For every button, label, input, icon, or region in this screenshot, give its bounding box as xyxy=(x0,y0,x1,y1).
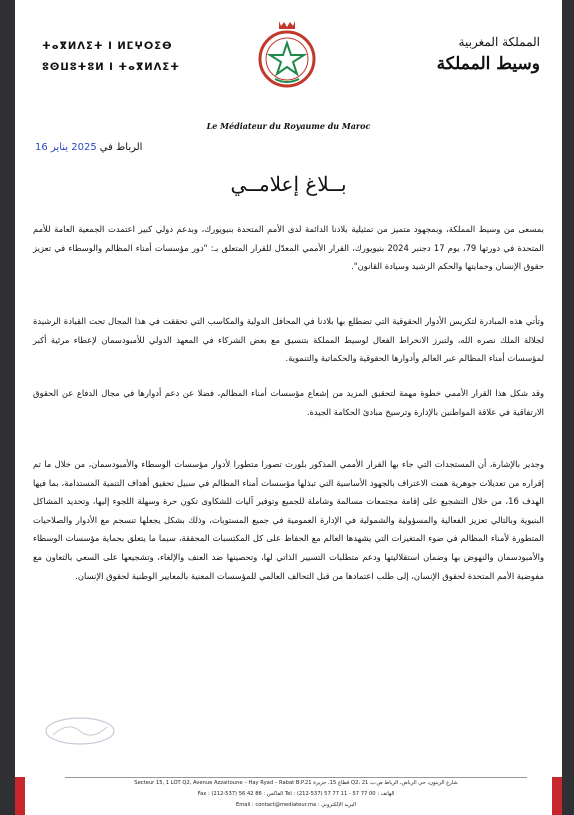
paragraph-2: وتأتي هذه المبادرة لتكريس الأدوار الحقوقية التي تضطلع بها بلادنا في المحافل الدولية والمكاسب التي تحققت في هذا المجال تحت القيادة الرشيدة لجلالة الملك نصره الله، ولتبرز الانخراط الفعال لوسيط المملكة بتنسيق مع بعض الشركاء في المعهد الدولي للأمبودسمان لإعطاء مرئية أكبر لمؤسسات أمناء المظالم عبر العالم وأدوارها الحقوقية والحكماتية والتنموية. xyxy=(33,316,544,364)
signature-seal-icon xyxy=(43,715,117,747)
place: الرباط في xyxy=(99,142,143,153)
paragraph-1: بمسعى من وسيط المملكة، وبمجهود متميز من تمثيلية بلادنا الدائمة لدى الأمم المتحدة بنيويورك، وبدعم دولي كبير اعتمدت الجمعية العامة للأمم المتحدة في دورتها 79، يوم 17 دجنبر 2024 بنيويورك، القرار الأممي المعدّل للقرار المتعلق بـ: "دور مؤسسات أمناء المظالم والوسطاء في تعزيز حقوق الإنسان وحمايتها والحكم الرشيد وسيادة القانون". xyxy=(33,224,544,272)
paragraph-4: وجدير بالإشارة، أن المستجدات التي جاء بها القرار الأممي المذكور بلورت تصورا متطورا لأدوار مؤسسات الوسطاء والأمبودسمان، من خلال ما تم إقراره من تعديلات جوهرية همت الاعتراف بالجهود الأساسية التي تبذلها مؤسسات أمناء المظالم في سبيل تحقيق أهداف التنمية المستدامة، بما فيها الهدف 16، من خلال التشجيع على إقامة مجتمعات مسالمة وشاملة للجميع وتوفير آليات للشكاوى تكون حرة وسهلة اللجوء إليها، وتحديد المشاكل البنيوية وبالتالي تعزيز الفعالية والمسؤولية والشمولية في الإدارة العمومية في جميع المستويات، وذلك بشكل يجعلها تنسجم مع الأدوار والصلاحيات المتطورة لأمناء المظالم في ضوء المتغيرات التي يشهدها العالم مع الحفاظ على كل المكتسبات المحققة، سيما ما يتعلق بحماية مؤسسات الوسطاء والأمبودسمان والنهوض بها وضمان استقلاليتها ودعم متطلبات التسيير الذاتي لها، وتحصينها ضد العنف والإلغاء، وتشجيعها على السعي بالتعاون مع مفوضية الأمم المتحدة لحقوق الإنسان، إلى طلب اعتمادها من قبل التحالف العالمي للمؤسسات المعنية بالمعايير الوطنية لحقوق الإنسان. xyxy=(33,459,544,581)
footer-address: Secteur 15, 1 LOT Q2, Avenue Azzaitoune – Hay Ryad – Rabat B.P.21 قطاع 15، جزيرة Q2، شارع الزيتون، حي الرياض، الرباط ص.ب 21 xyxy=(134,780,458,786)
mediator-name-french: Le Médiateur du Royaume du Maroc xyxy=(206,121,371,131)
mediator-name-arabic: وسيط المملكة xyxy=(436,54,540,74)
mediator-emblem-icon xyxy=(257,17,317,89)
tifinagh-line-1: ⵜⴰⴳⵍⴷⵉⵜ ⵏ ⵍⵎⵖⵔⵉⴱ xyxy=(42,41,173,52)
date: 2025 يناير 16 xyxy=(35,142,97,153)
footer-flag-left xyxy=(15,777,25,815)
footer-email: Email : contact@mediateur.ma : البريد الإلكتروني xyxy=(235,802,357,808)
page-title: بــلاغ إعلامــي xyxy=(230,172,347,196)
footer-phone-fax: Fax : (212-537) 56 42 86 : الفاكس Tel : (212-537) 57 77 11 - 57 77 00 : الهاتف xyxy=(197,791,395,797)
footer xyxy=(65,777,527,811)
paragraph-3: وقد شكل هذا القرار الأممي خطوة مهمة لتحقيق المزيد من إشعاع مؤسسات أمناء المظالم، فضلا عن دعم أدوارها في مجال الدفاع عن الحقوق الارتفاقية في علاقة المواطنين بالإدارة وترسيخ مبادئ الحكامة الجيدة. xyxy=(33,388,544,417)
dateline xyxy=(35,142,142,153)
arabic-header xyxy=(400,33,540,77)
tifinagh-line-2: ⵓⵙⵡⵓⵜⵓⵍ ⵏ ⵜⴰⴳⵍⴷⵉⵜ xyxy=(42,62,180,73)
footer-flag-right xyxy=(552,777,562,815)
tifinagh-header xyxy=(42,36,180,78)
kingdom-name: المملكة المغربية xyxy=(458,35,540,49)
document-page xyxy=(15,0,562,815)
